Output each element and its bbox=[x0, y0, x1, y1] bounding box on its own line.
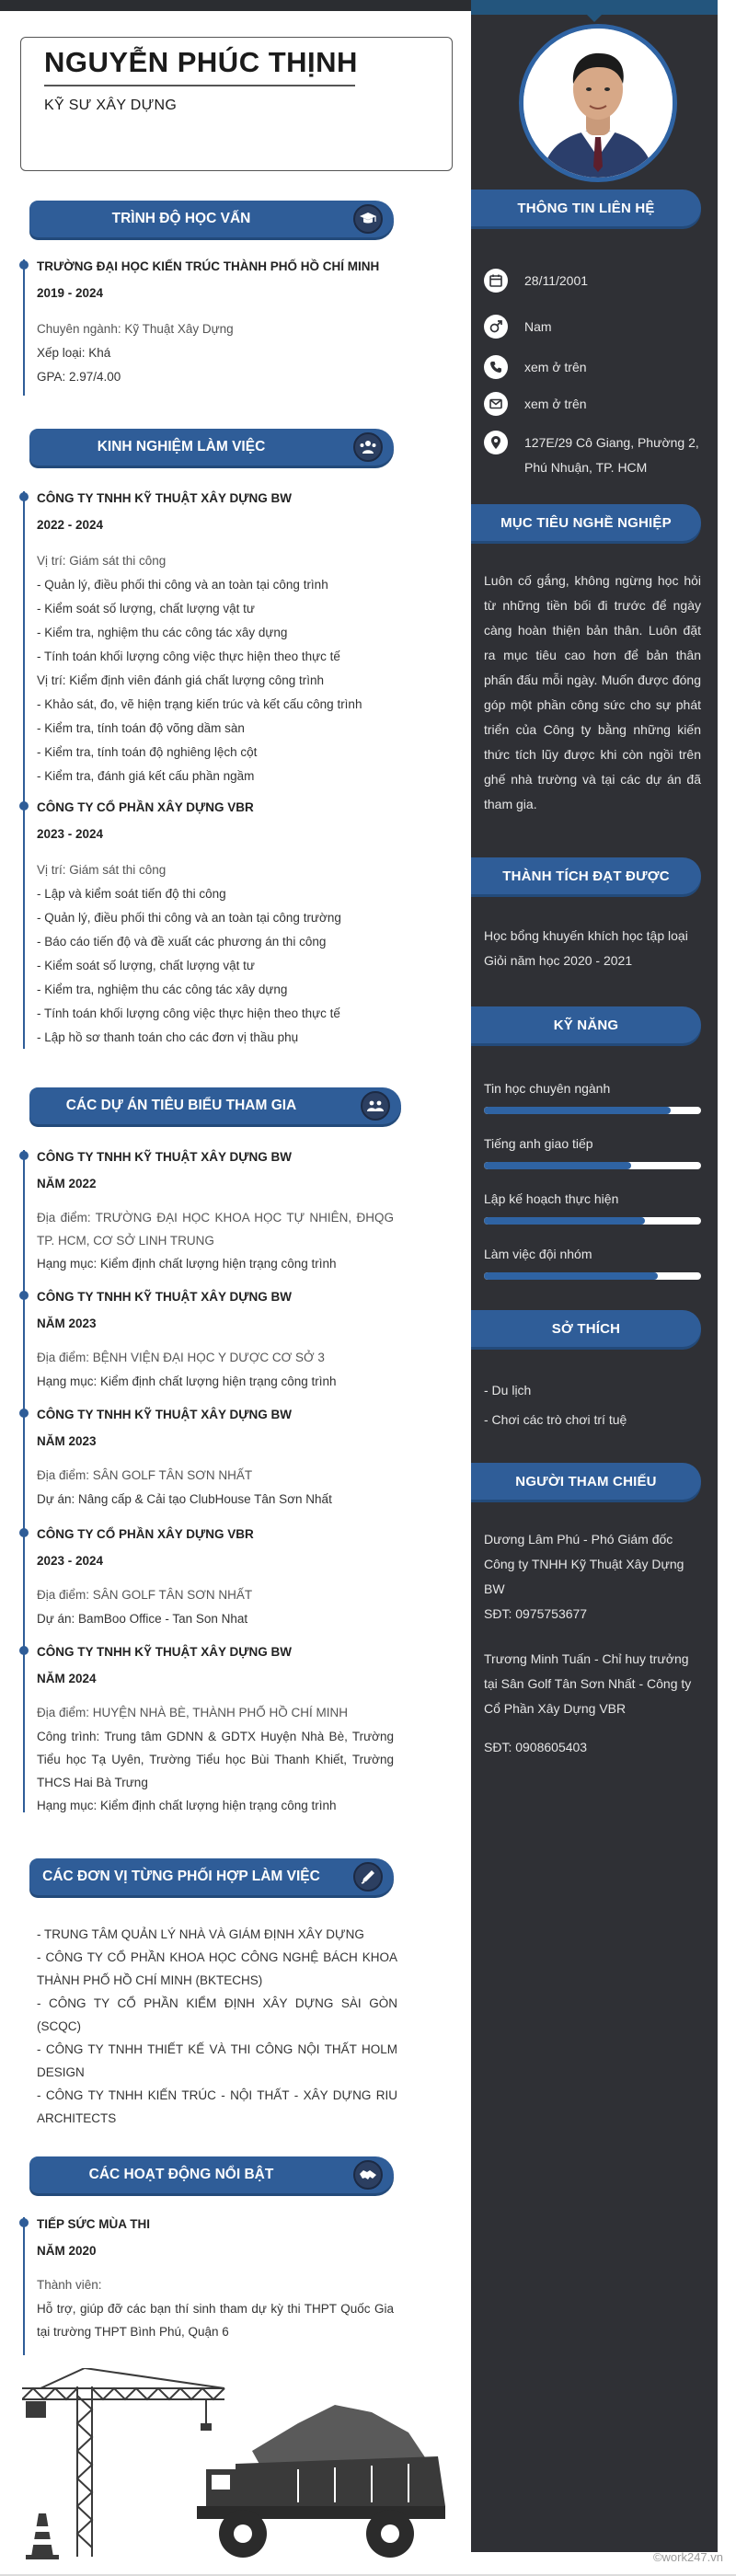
job-position: Vị trí: Giám sát thi công bbox=[37, 863, 167, 877]
job-position: Vị trí: Giám sát thi công bbox=[37, 554, 167, 568]
birthday-text: 28/11/2001 bbox=[524, 273, 589, 288]
skill-fill bbox=[484, 1272, 658, 1280]
project-item: Hạng mục: Kiểm định chất lượng hiện trạng công trình bbox=[37, 1374, 337, 1388]
project-year: NĂM 2023 bbox=[37, 1434, 97, 1448]
crane-truck-icon bbox=[22, 2368, 454, 2561]
address-row bbox=[484, 431, 705, 480]
skill-item bbox=[484, 1136, 701, 1169]
reference-text: Trương Minh Tuấn - Chỉ huy trưởng tại Sân Golf Tân Sơn Nhất - Công ty Cổ Phần Xây Dựng VBR bbox=[484, 1651, 692, 1716]
name-underline bbox=[44, 85, 355, 86]
job-duty: - Kiểm tra, tính toán độ võng dầm sàn bbox=[37, 721, 245, 735]
calendar-icon bbox=[484, 269, 508, 293]
skill-bar bbox=[484, 1162, 701, 1169]
timeline-dot bbox=[19, 1646, 29, 1655]
phone-row bbox=[484, 355, 705, 380]
gender-row bbox=[484, 315, 705, 339]
project-entry bbox=[37, 1525, 394, 1631]
partners-list bbox=[37, 1923, 397, 2130]
experience-heading: KINH NGHIỆM LÀM VIỆC bbox=[29, 429, 394, 466]
team-icon bbox=[353, 432, 383, 462]
awards-heading: THÀNH TÍCH ĐẠT ĐƯỢC bbox=[471, 857, 701, 894]
skill-fill bbox=[484, 1107, 671, 1114]
experience-timeline bbox=[23, 491, 25, 1049]
objective-text: Luôn cố gắng, không ngừng học hỏi từ những tiền bối đi trước để ngày càng hoàn thiện bản thân. Luôn đặt ra mục tiêu cao hơn để bản thân phấn đấu mỗi ngày. Muốn được đóng góp một phần công sức cho sự phát triển của Công ty bằng những kiến thức tích lũy được khi còn ngồi trên ghế nhà trường và tại các dự án đã tham gia. bbox=[484, 573, 701, 811]
email-text: xem ở trên bbox=[524, 397, 587, 411]
reference-phone: SĐT: 0975753677 bbox=[484, 1606, 588, 1621]
full-name: NGUYỄN PHÚC THỊNH bbox=[44, 46, 358, 78]
skill-name: Tin học chuyên ngành bbox=[484, 1081, 611, 1096]
job-years: 2023 - 2024 bbox=[37, 827, 104, 841]
school-name: TRƯỜNG ĐẠI HỌC KIẾN TRÚC THÀNH PHỐ HỒ CHÍ MINH bbox=[37, 259, 380, 273]
job-duty: - Khảo sát, đo, vẽ hiện trạng kiến trúc và kết cấu công trình bbox=[37, 697, 362, 711]
skill-item bbox=[484, 1247, 701, 1280]
job-duty: - Lập và kiểm soát tiến độ thi công bbox=[37, 887, 226, 901]
job-duty: Vị trí: Kiểm định viên đánh giá chất lượng công trình bbox=[37, 673, 325, 687]
education-entry bbox=[37, 258, 394, 389]
job-entry bbox=[37, 489, 394, 788]
project-company: CÔNG TY TNHH KỸ THUẬT XÂY DỰNG BW bbox=[37, 1290, 292, 1304]
education-timeline bbox=[23, 259, 25, 396]
job-duty: - Kiểm soát số lượng, chất lượng vật tư bbox=[37, 959, 255, 972]
partner-item: - TRUNG TÂM QUẢN LÝ NHÀ VÀ GIÁM ĐỊNH XÂY DỰNG bbox=[37, 1927, 364, 1941]
email-row bbox=[484, 392, 705, 417]
contact-heading: THÔNG TIN LIÊN HỆ bbox=[471, 190, 701, 226]
skill-fill bbox=[484, 1217, 645, 1225]
partner-item: - CÔNG TY TNHH THIẾT KẾ VÀ THI CÔNG NỘI THẤT HOLM DESIGN bbox=[37, 2042, 397, 2079]
job-company: CÔNG TY CỔ PHẦN XÂY DỰNG VBR bbox=[37, 800, 254, 814]
phone-text: xem ở trên bbox=[524, 360, 587, 374]
education-heading: TRÌNH ĐỘ HỌC VẤN bbox=[29, 201, 394, 237]
education-rank: Xếp loại: Khá bbox=[37, 346, 111, 360]
sidebar bbox=[471, 0, 718, 2552]
group-icon bbox=[361, 1091, 390, 1121]
timeline-dot bbox=[19, 1291, 29, 1300]
project-entry bbox=[37, 1406, 394, 1512]
job-duty: - Báo cáo tiến độ và đề xuất các phương án thi công bbox=[37, 935, 327, 949]
handshake-icon bbox=[353, 2160, 383, 2190]
skill-item bbox=[484, 1191, 701, 1225]
project-item: Hạng mục: Kiểm định chất lượng hiện trạng công trình bbox=[37, 1799, 337, 1812]
projects-timeline bbox=[23, 1150, 25, 1812]
portrait-icon bbox=[523, 29, 673, 178]
project-location: Địa điểm: SÂN GOLF TÂN SƠN NHẤT bbox=[37, 1468, 253, 1482]
job-duty: - Kiểm tra, đánh giá kết cấu phần ngầm bbox=[37, 769, 255, 783]
skill-name: Làm việc đội nhóm bbox=[484, 1247, 592, 1261]
job-entry bbox=[37, 799, 394, 1050]
job-title: KỸ SƯ XÂY DỰNG bbox=[44, 98, 178, 113]
education-major: Chuyên ngành: Kỹ Thuật Xây Dựng bbox=[37, 322, 234, 336]
objective-heading: MỤC TIÊU NGHỀ NGHIỆP bbox=[471, 504, 701, 541]
timeline-dot bbox=[19, 492, 29, 501]
education-gpa: GPA: 2.97/4.00 bbox=[37, 370, 121, 384]
reference-phone: SĐT: 0908605403 bbox=[484, 1740, 588, 1754]
project-item: Hạng mục: Kiểm định chất lượng hiện trạng công trình bbox=[37, 1257, 337, 1271]
project-works: Công trình: Trung tâm GDNN & GDTX Huyện Nhà Bè, Trường Tiểu học Tạ Uyên, Trường Tiểu học Bùi Thanh Khiết, Trường THCS Hai Bà Trưng bbox=[37, 1730, 394, 1789]
partner-item: - CÔNG TY TNHH KIẾN TRÚC - NỘI THẤT - XÂY DỰNG RIU ARCHITECTS bbox=[37, 2088, 397, 2125]
job-duty: - Tính toán khối lượng công việc thực hiện theo thực tế bbox=[37, 1006, 340, 1020]
phone-icon bbox=[484, 355, 508, 379]
watermark: ©work247.vn bbox=[652, 2550, 723, 2564]
job-duty: - Kiểm tra, nghiệm thu các công tác xây dựng bbox=[37, 626, 288, 639]
avatar bbox=[519, 24, 677, 182]
construction-illustration bbox=[22, 2368, 454, 2561]
project-item: Dự án: BamBoo Office - Tan Son Nhat bbox=[37, 1612, 248, 1626]
project-item: Dự án: Nâng cấp & Cải tạo ClubHouse Tân Sơn Nhất bbox=[37, 1492, 332, 1506]
activity-role: Thành viên: bbox=[37, 2278, 102, 2292]
timeline-dot bbox=[19, 1151, 29, 1160]
education-years: 2019 - 2024 bbox=[37, 286, 104, 300]
graduation-cap-icon bbox=[353, 204, 383, 234]
references-heading: NGƯỜI THAM CHIẾU bbox=[471, 1463, 701, 1500]
skill-bar bbox=[484, 1217, 701, 1225]
birthday-row bbox=[484, 269, 705, 293]
skills-heading: KỸ NĂNG bbox=[471, 1006, 701, 1043]
skill-fill bbox=[484, 1162, 631, 1169]
job-duty: - Quản lý, điều phối thi công và an toàn tại công trình bbox=[37, 578, 328, 592]
project-location: Địa điểm: TRƯỜNG ĐẠI HỌC KHOA HỌC TỰ NHIÊN, ĐHQG TP. HCM, CƠ SỞ LINH TRUNG bbox=[37, 1211, 394, 1248]
partner-item: - CÔNG TY CỔ PHẦN KIỂM ĐỊNH XÂY DỰNG SÀI GÒN (SCQC) bbox=[37, 1996, 397, 2033]
timeline-dot bbox=[19, 2218, 29, 2227]
awards-text: Học bổng khuyến khích học tập loại Giỏi năm học 2020 - 2021 bbox=[484, 928, 688, 968]
project-year: NĂM 2023 bbox=[37, 1317, 97, 1330]
activity-name: TIẾP SỨC MÙA THI bbox=[37, 2217, 150, 2231]
address-text: 127E/29 Cô Giang, Phường 2, Phú Nhuận, TP. HCM bbox=[524, 435, 699, 475]
project-year: 2023 - 2024 bbox=[37, 1554, 104, 1568]
job-duty: - Tính toán khối lượng công việc thực hiện theo thực tế bbox=[37, 650, 340, 663]
project-entry bbox=[37, 1148, 394, 1276]
project-year: NĂM 2024 bbox=[37, 1672, 97, 1685]
partners-heading: CÁC ĐƠN VỊ TỪNG PHỐI HỢP LÀM VIỆC bbox=[29, 1858, 394, 1895]
job-years: 2022 - 2024 bbox=[37, 518, 104, 532]
skill-item bbox=[484, 1081, 701, 1114]
activity-year: NĂM 2020 bbox=[37, 2244, 97, 2258]
sidebar-top-notch bbox=[585, 13, 604, 22]
timeline-dot bbox=[19, 260, 29, 270]
project-company: CÔNG TY TNHH KỸ THUẬT XÂY DỰNG BW bbox=[37, 1408, 292, 1421]
project-location: Địa điểm: BỆNH VIỆN ĐẠI HỌC Y DƯỢC CƠ SỞ 3 bbox=[37, 1351, 325, 1364]
activity-entry bbox=[37, 2215, 394, 2343]
pen-icon bbox=[353, 1862, 383, 1892]
job-duty: - Kiểm tra, tính toán độ nghiêng lệch cột bbox=[37, 745, 258, 759]
timeline-dot bbox=[19, 801, 29, 811]
job-duty: - Kiểm soát số lượng, chất lượng vật tư bbox=[37, 602, 255, 615]
activities-heading: CÁC HOẠT ĐỘNG NỔI BẬT bbox=[29, 2156, 394, 2193]
hobby-item: - Du lịch bbox=[484, 1383, 532, 1397]
skill-name: Lập kế hoạch thực hiện bbox=[484, 1191, 619, 1206]
activity-desc: Hỗ trợ, giúp đỡ các bạn thí sinh tham dự kỳ thi THPT Quốc Gia tại trường THPT Bình Phú, Quận 6 bbox=[37, 2302, 394, 2339]
project-location: Địa điểm: HUYỆN NHÀ BÈ, THÀNH PHỐ HỒ CHÍ MINH bbox=[37, 1706, 349, 1719]
skill-bar bbox=[484, 1107, 701, 1114]
activities-timeline bbox=[23, 2217, 25, 2355]
project-company: CÔNG TY CỔ PHẦN XÂY DỰNG VBR bbox=[37, 1527, 254, 1541]
project-year: NĂM 2022 bbox=[37, 1177, 97, 1190]
hobbies-heading: SỞ THÍCH bbox=[471, 1310, 701, 1347]
timeline-dot bbox=[19, 1528, 29, 1537]
email-icon bbox=[484, 392, 508, 416]
job-duty: - Lập hồ sơ thanh toán cho các đơn vị thầu phụ bbox=[37, 1030, 299, 1044]
timeline-dot bbox=[19, 1409, 29, 1418]
location-pin-icon bbox=[484, 431, 508, 454]
project-company: CÔNG TY TNHH KỸ THUẬT XÂY DỰNG BW bbox=[37, 1150, 292, 1164]
project-company: CÔNG TY TNHH KỸ THUẬT XÂY DỰNG BW bbox=[37, 1645, 292, 1659]
project-location: Địa điểm: SÂN GOLF TÂN SƠN NHẤT bbox=[37, 1588, 253, 1602]
job-duty: - Quản lý, điều phối thi công và an toàn tại công trường bbox=[37, 911, 341, 925]
gender-text: Nam bbox=[524, 319, 552, 334]
job-duty: - Kiểm tra, nghiệm thu các công tác xây dựng bbox=[37, 983, 288, 996]
gender-icon bbox=[484, 315, 508, 339]
job-company: CÔNG TY TNHH KỸ THUẬT XÂY DỰNG BW bbox=[37, 491, 292, 505]
top-bar bbox=[0, 0, 471, 11]
projects-heading: CÁC DỰ ÁN TIÊU BIỂU THAM GIA bbox=[29, 1087, 401, 1124]
skill-bar bbox=[484, 1272, 701, 1280]
project-entry bbox=[37, 1288, 394, 1394]
hobby-item: - Chơi các trò chơi trí tuệ bbox=[484, 1412, 627, 1427]
project-entry bbox=[37, 1643, 394, 1818]
partner-item: - CÔNG TY CỔ PHẦN KHOA HỌC CÔNG NGHỆ BÁCH KHOA THÀNH PHỐ HỒ CHÍ MINH (BKTECHS) bbox=[37, 1950, 397, 1987]
reference-text: Dương Lâm Phú - Phó Giám đốc Công ty TNHH Kỹ Thuật Xây Dựng BW bbox=[484, 1532, 684, 1596]
skill-name: Tiếng anh giao tiếp bbox=[484, 1136, 593, 1151]
